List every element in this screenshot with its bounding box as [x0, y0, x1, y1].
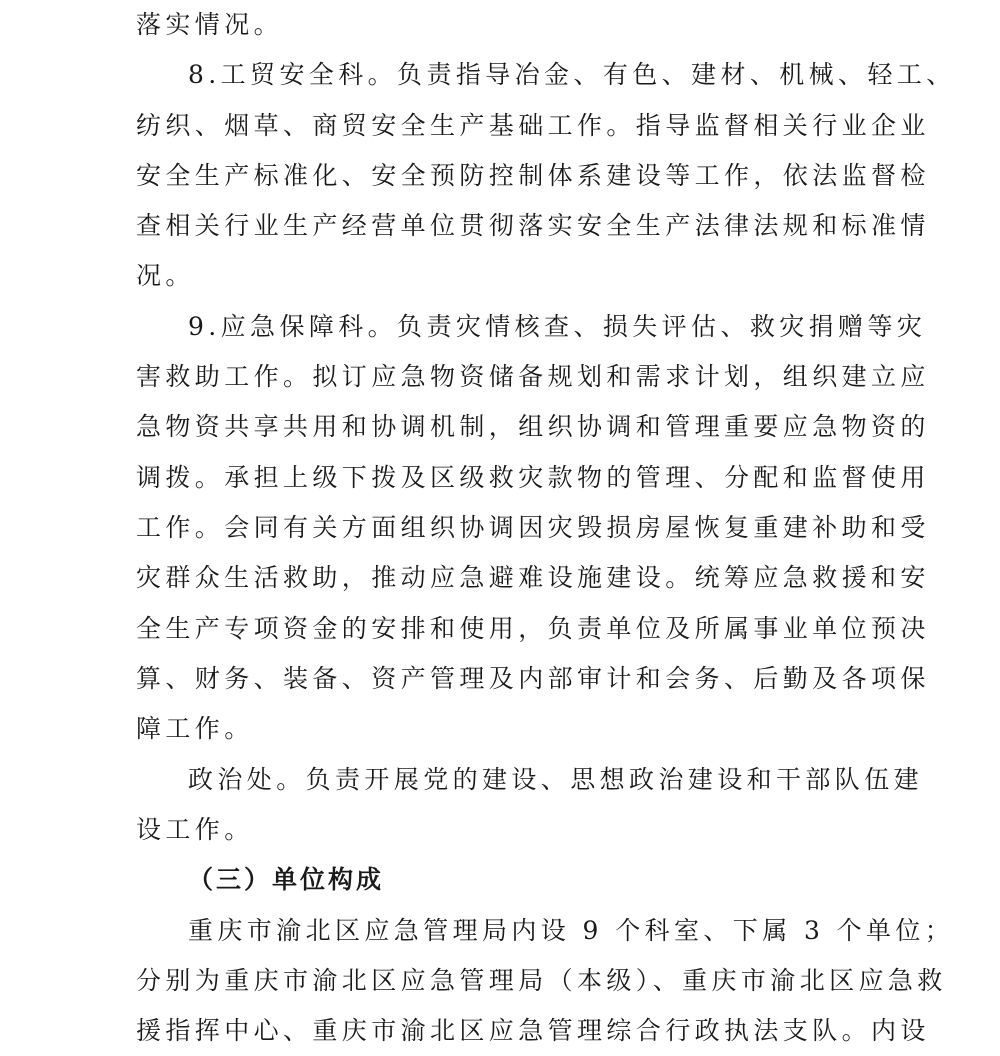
- text-line: 纺织、烟草、商贸安全生产基础工作。指导监督相关行业企业: [136, 111, 930, 140]
- paragraph-9-start: 9.应急保障科。负责灾情核查、损失评估、救灾捐赠等灾: [188, 312, 927, 341]
- text-line: 障工作。: [136, 714, 254, 743]
- text-line: 况。: [136, 261, 195, 290]
- section-heading: （三）单位构成: [188, 865, 385, 894]
- text-line: 灾群众生活救助，推动应急避难设施建设。统筹应急救援和安: [136, 563, 930, 592]
- text-line: 设工作。: [136, 815, 254, 844]
- text-line: 工作。会同有关方面组织协调因灾毁损房屋恢复重建补助和受: [136, 513, 930, 542]
- text-line: 安全生产标准化、安全预防控制体系建设等工作，依法监督检: [136, 161, 930, 190]
- text-line: 查相关行业生产经营单位贯彻落实安全生产法律法规和标准情: [136, 211, 930, 240]
- text-line: 算、财务、装备、资产管理及内部审计和会务、后勤及各项保: [136, 664, 930, 693]
- paragraph-structure-start: 重庆市渝北区应急管理局内设 9 个科室、下属 3 个单位；: [188, 916, 955, 945]
- text-line: 调拨。承担上级下拨及区级救灾款物的管理、分配和监督使用: [136, 463, 930, 492]
- paragraph-political-start: 政治处。负责开展党的建设、思想政治建设和干部队伍建: [188, 765, 924, 794]
- text-line: 援指挥中心、重庆市渝北区应急管理综合行政执法支队。内设: [136, 1016, 930, 1045]
- text-line: 全生产专项资金的安排和使用，负责单位及所属事业单位预决: [136, 614, 930, 643]
- text-line: 分别为重庆市渝北区应急管理局（本级）、重庆市渝北区应急救: [136, 966, 947, 995]
- text-line: 落实情况。: [136, 10, 284, 39]
- text-line: 害救助工作。拟订应急物资储备规划和需求计划，组织建立应: [136, 362, 930, 391]
- text-line: 急物资共享共用和协调机制，组织协调和管理重要应急物资的: [136, 412, 930, 441]
- paragraph-8-start: 8.工贸安全科。负责指导冶金、有色、建材、机械、轻工、: [188, 60, 956, 89]
